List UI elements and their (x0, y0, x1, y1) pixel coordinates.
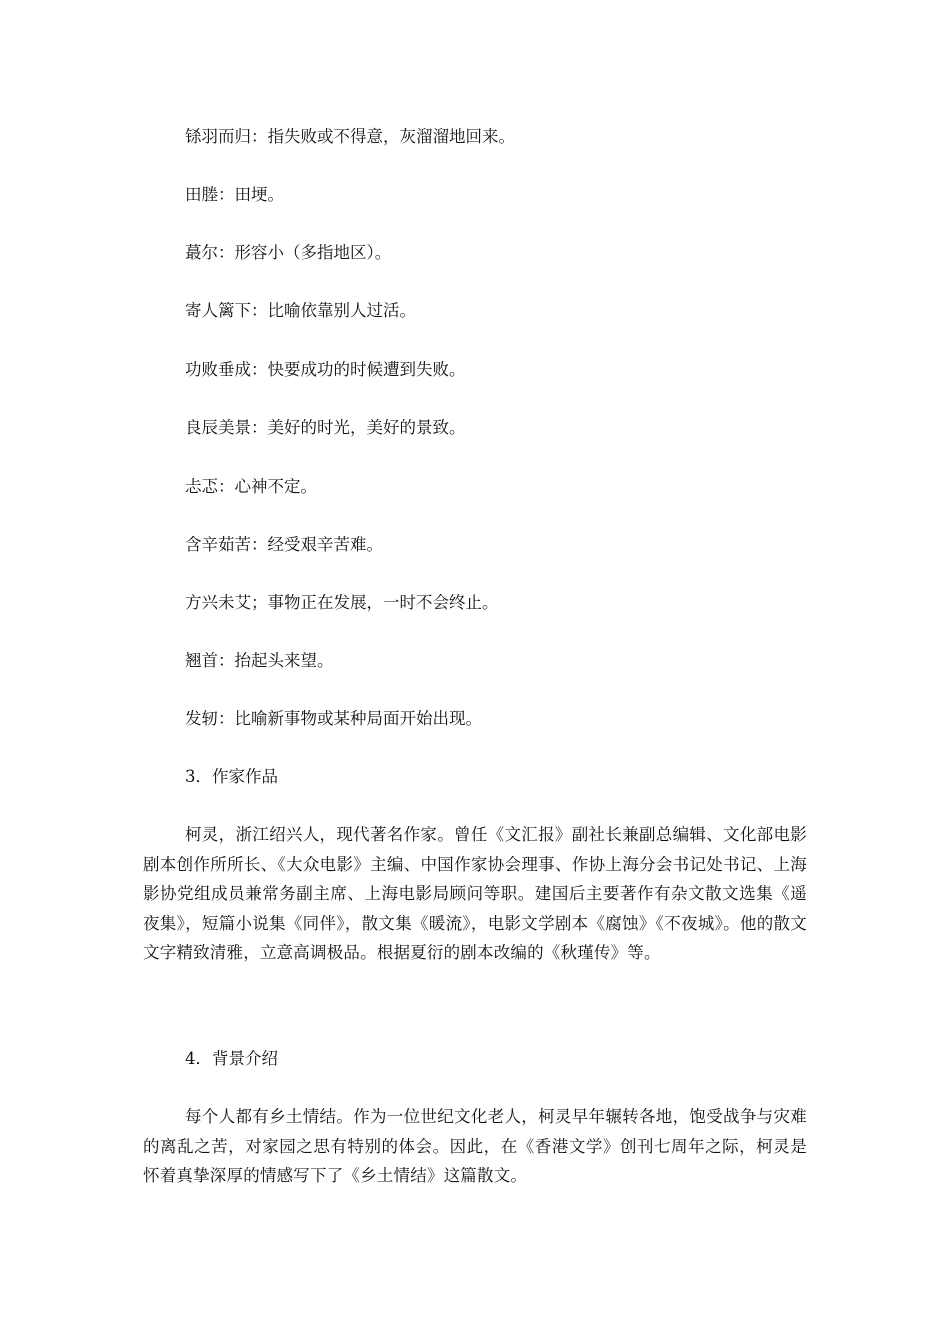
vocab-entry: 铩羽而归：指失败或不得意，灰溜溜地回来。 (185, 127, 515, 146)
vocab-entry: 良辰美景：美好的时光，美好的景致。 (185, 418, 466, 437)
vocab-entry: 含辛茹苦：经受艰辛苦难。 (185, 535, 383, 554)
vocab-definition: 快要成功的时候遭到失败。 (267, 360, 466, 379)
vocab-term: 忐忑 (185, 477, 218, 496)
vocab-term: 蕞尔 (185, 243, 218, 262)
vocab-term: 方兴未艾 (185, 593, 251, 612)
vocab-entry: 方兴未艾；事物正在发展，一时不会终止。 (185, 593, 499, 612)
vocab-entry: 寄人篱下：比喻依靠别人过活。 (185, 301, 416, 320)
vocab-definition: 比喻依靠别人过活。 (267, 301, 416, 320)
vocab-term: 寄人篱下 (185, 301, 251, 320)
vocab-term: 田塍 (185, 185, 218, 204)
vocab-definition: 经受艰辛苦难。 (267, 535, 383, 554)
vocab-term: 良辰美景 (185, 418, 251, 437)
vocab-entry: 发轫：比喻新事物或某种局面开始出现。 (185, 709, 482, 728)
vocab-term: 含辛茹苦 (185, 535, 251, 554)
vocab-definition: 形容小（多指地区）。 (234, 243, 392, 262)
author-paragraph: 柯灵，浙江绍兴人，现代著名作家。曾任《文汇报》副社长兼副总编辑、文化部电影剧本创作所所长、《大众电影》主编、中国作家协会理事、作协上海分会书记处书记、上海影协党组成员兼常务副主席、上海电影局顾问等职。建国后主要著作有杂文散文选集《遥夜集》，短篇小说集《同伴》，散文集《暖流》，电影文学剧本《腐蚀》《不夜城》。他的散文文字精致清雅，立意高调极品。根据夏衍的剧本改编的《秋瑾传》等。 (143, 825, 807, 962)
vocab-entry: 功败垂成：快要成功的时候遭到失败。 (185, 360, 466, 379)
vocab-term: 功败垂成 (185, 360, 251, 379)
vocab-definition: 抬起头来望。 (234, 651, 334, 670)
vocab-definition: 比喻新事物或某种局面开始出现。 (234, 709, 482, 728)
vocab-term: 发轫 (185, 709, 218, 728)
vocab-entry: 忐忑：心神不定。 (185, 477, 317, 496)
vocab-definition: 事物正在发展，一时不会终止。 (267, 593, 499, 612)
vocab-entry: 田塍：田埂。 (185, 185, 284, 204)
background-paragraph: 每个人都有乡土情结。作为一位世纪文化老人，柯灵早年辗转各地，饱受战争与灾难的离乱之苦，对家园之思有特别的体会。因此，在《香港文学》创刊七周年之际，柯灵是怀着真挚深厚的情感写下了《乡土情结》这篇散文。 (143, 1107, 807, 1185)
vocab-term: 铩羽而归 (185, 127, 251, 146)
vocab-definition: 美好的时光，美好的景致。 (267, 418, 466, 437)
vocab-entry: 翘首：抬起头来望。 (185, 651, 334, 670)
vocab-definition: 心神不定。 (234, 477, 317, 496)
vocab-term: 翘首 (185, 651, 218, 670)
section-heading-author: 3．作家作品 (185, 767, 278, 786)
vocab-definition: 指失败或不得意，灰溜溜地回来。 (267, 127, 515, 146)
vocab-definition: 田埂。 (234, 185, 284, 204)
section-heading-background: 4．背景介绍 (185, 1049, 278, 1068)
vocab-entry: 蕞尔：形容小（多指地区）。 (185, 243, 392, 262)
